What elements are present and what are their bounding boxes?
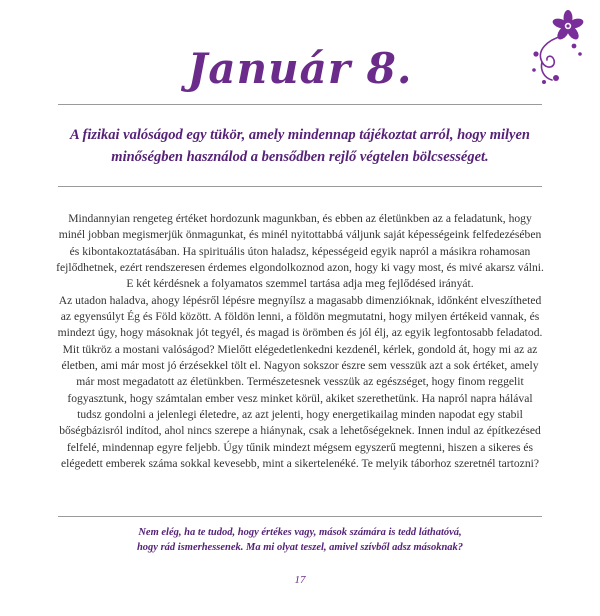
page-number: 17 [294,574,306,586]
body-text [54,211,546,473]
divider-top [58,104,542,105]
page-title: Január 8. [187,44,413,93]
closing-question-line: hogy rád ismerhessenek. Ma mi olyat teszel, amivel szívből adsz másoknak? [136,542,464,553]
body-paragraph: Mit tükröz a mostani valóságod? Mielőtt elégedetlenkedni kezdenél, kérlek, gondold át, hogy mi az az életben, ami már most jó érzésekkel tölt el. Nagyon sokszor észre sem vesszük azt a sok értéket, amely már most megadatott az életünkben. Természetesnek vesszük az egészséget, hogy finom reggelit fogyasztunk, hogy számtalan ember vesz minket körül, akiket szerethetünk. Ha napról napra hálával tudsz gondolni a jelenlegi életedre, az azt jelenti, hogy energetikailag minden napodat egy stabil bőségbázisról indítod, ahol nincs szerepe a hiánynak, csak a lehetőségeknek. Innen indul az építkezésed felfelé, mindennap egyre feljebb. Úgy tűnik mindezt mégsem egyszerű megtenni, hiszen a sikeres és elégedett emberek száma sokkal kevesebb, mint a sikertelenéké. Te melyik táborhoz szeretnél tartozni? [59,342,541,471]
closing-question-line: Nem elég, ha te tudod, hogy értékes vagy, mások számára is tedd láthatóvá, [138,527,462,538]
daily-quote: A fizikai valóságod egy tükör, amely mindennap tájékoztat arról, hogy milyen minőségben használod a bensődben rejlő végtelen bölcsességet. [70,127,530,165]
body-paragraph: Mindannyian rengeteg értéket hordozunk magunkban, és ebben az életünkben az a feladatunk, hogy minél jobban megismerjük önmagunkat, és minél nyitottabbá váljunk saját képességeink felfedezésében és kibontakoztatásában. Ha spirituális úton haladsz, képességeid egyik napról a másikra rohamosan fejlődhetnek, ezért rendszeresen érdemes elgondolkoznod azon, hogy ki vagy most, és mivé akarsz válni. E két kérdésnek a folyamatos szemmel tartása adja meg fejlődésed irányát. [56,212,544,291]
body-paragraph: Az utadon haladva, ahogy lépésről lépésre megnyílsz a magasabb dimenzióknak, időnként elveszítheted az egyensúlyt Ég és Föld között. A földön lenni, a földön megmutatni, hogy milyen értékeid vannak, és mindezt úgy, hogy másoknak jót tegyél, és magad is örömben és jól élj, az egyik legfontosabb feladatod. [57,293,543,340]
divider-middle [58,186,542,187]
divider-bottom [58,516,542,517]
closing-question [70,525,530,555]
